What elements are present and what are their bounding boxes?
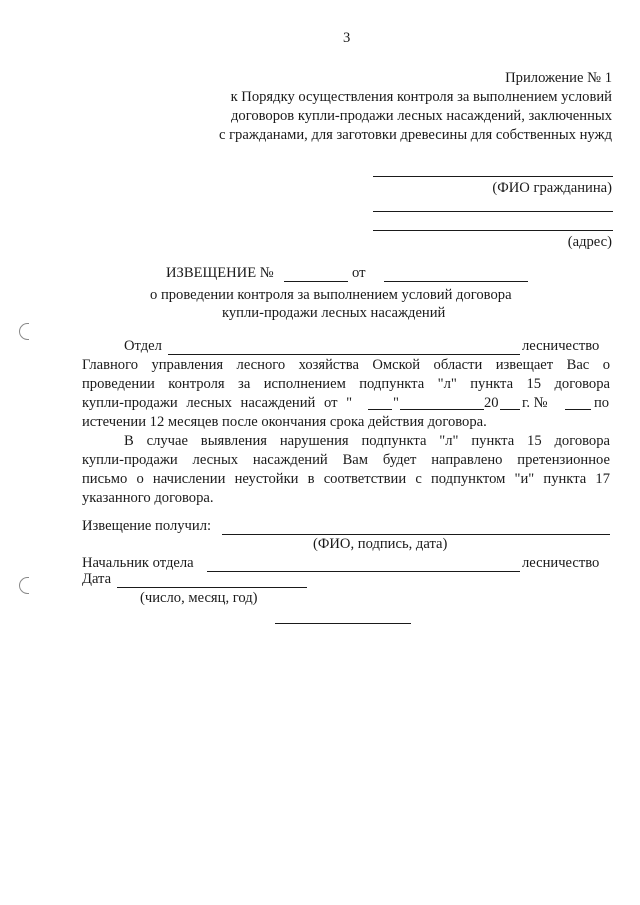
- date-line: [117, 587, 307, 588]
- received-label: Извещение получил:: [82, 518, 212, 534]
- chief-label: Начальник отдела: [82, 555, 194, 571]
- body-p2-line-4: указанного договора.: [82, 490, 214, 506]
- body-p1-line-4e: по: [594, 395, 610, 411]
- chief-line: [207, 571, 520, 572]
- recipient-fio-line: [373, 176, 613, 177]
- appendix-title: Приложение № 1: [505, 70, 612, 86]
- date-label: Дата: [82, 571, 112, 587]
- blank-month-line: [400, 409, 484, 410]
- chief-lesnichestvo-label: лесничество: [522, 555, 600, 571]
- appendix-line-3: договоров купли-продажи лесных насаждений, заключенных: [230, 108, 612, 124]
- notice-from-label: от: [352, 265, 366, 281]
- body-p2-line-1: В случае выявления нарушения подпункта "л" пункта 15 договора: [124, 433, 610, 449]
- appendix-line-2: к Порядку осуществления контроля за выполнением условий: [230, 89, 612, 105]
- recipient-address-line-1: [373, 211, 613, 212]
- body-p1-line-5: истечении 12 месяцев после окончания срока действия договора.: [82, 414, 487, 430]
- notice-subtitle-2: купли-продажи лесных насаждений: [222, 305, 446, 321]
- recipient-address-line-2: [373, 230, 613, 231]
- body-p1-line-4d: г. №: [522, 395, 548, 411]
- body-p1-line-3: проведении контроля за исполнением подпункта "л" пункта 15 договора: [82, 376, 610, 392]
- body-otdel-label: Отдел: [124, 338, 162, 354]
- blank-year-line: [500, 409, 520, 410]
- body-p1-line-4a: купли-продажи лесных насаждений от ": [82, 395, 353, 411]
- recipient-fio-caption: (ФИО гражданина): [492, 180, 612, 196]
- closing-line: [275, 623, 411, 624]
- body-p1-line-4c: 20: [484, 395, 499, 411]
- notice-title: ИЗВЕЩЕНИЕ №: [166, 265, 274, 281]
- punch-hole-mark-lower: [19, 577, 29, 594]
- appendix-line-4: с гражданами, для заготовки древесины для собственных нужд: [218, 127, 612, 143]
- body-lesnichestvo-label: лесничество: [522, 338, 600, 354]
- notice-number-line: [284, 281, 348, 282]
- received-caption: (ФИО, подпись, дата): [313, 536, 448, 552]
- punch-hole-mark-upper: [19, 323, 29, 340]
- page-number: 3: [343, 30, 351, 46]
- notice-date-line: [384, 281, 528, 282]
- body-p1-line-2: Главного управления лесного хозяйства Омской области извещает Вас о: [82, 357, 610, 373]
- date-caption: (число, месяц, год): [140, 590, 258, 606]
- body-p2-line-3: письмо о начислении неустойки в соответствии с подпунктом "и" пункта 17: [82, 471, 610, 487]
- body-p1-line-4b: ": [393, 395, 399, 411]
- blank-day-line: [368, 409, 392, 410]
- notice-subtitle-1: о проведении контроля за выполнением условий договора: [150, 287, 512, 303]
- recipient-address-caption: (адрес): [567, 234, 612, 250]
- body-otdel-line: [168, 354, 520, 355]
- blank-number-line: [565, 409, 591, 410]
- body-p2-line-2: купли-продажи лесных насаждений Вам будет направлено претензионное: [82, 452, 610, 468]
- received-line: [222, 534, 610, 535]
